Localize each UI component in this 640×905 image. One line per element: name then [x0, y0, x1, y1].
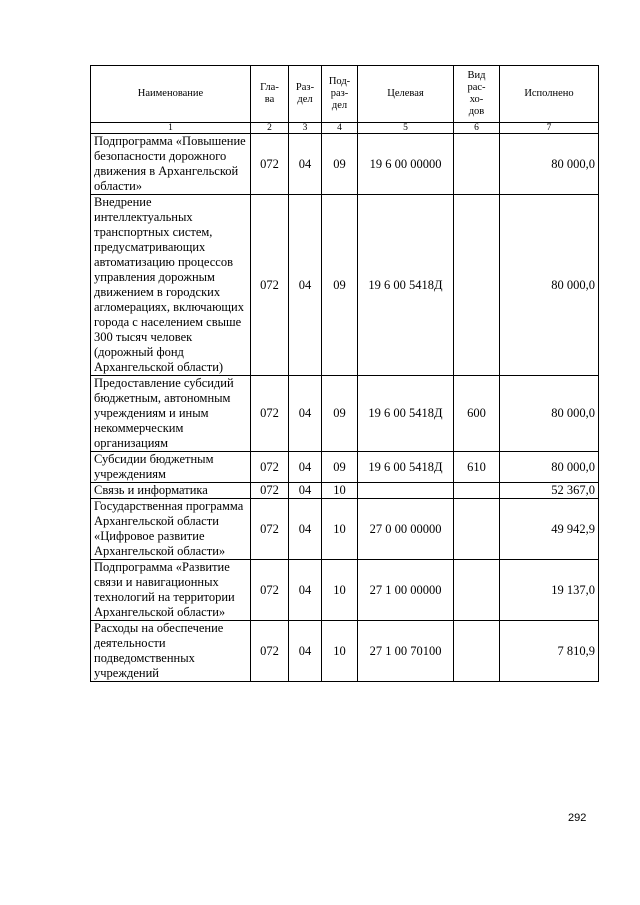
row-vid: 610: [454, 452, 500, 483]
header-razdel: Раз- дел: [289, 66, 322, 123]
row-razdel: 04: [289, 195, 322, 376]
row-podrazdel: 10: [322, 499, 358, 560]
column-number: 3: [289, 123, 322, 134]
row-celevaya: 19 6 00 00000: [358, 134, 454, 195]
row-glava: 072: [251, 483, 289, 499]
row-vid: [454, 134, 500, 195]
row-vid: [454, 483, 500, 499]
row-glava: 072: [251, 195, 289, 376]
row-vid: [454, 560, 500, 621]
row-glava: 072: [251, 560, 289, 621]
column-number: 5: [358, 123, 454, 134]
table-row: [91, 195, 599, 376]
table-row: [91, 560, 599, 621]
header-name: Наименование: [91, 66, 251, 123]
table-row: [91, 376, 599, 452]
row-ispolneno: 80 000,0: [500, 452, 599, 483]
header-vid: Вид рас- хо- дов: [454, 66, 500, 123]
row-celevaya: 19 6 00 5418Д: [358, 195, 454, 376]
row-name: Внедрение интеллектуальных транспортных систем, предусматривающих автоматизацию процессов управления дорожным движением в городских агломерациях, включающих города с населением свыше 300 тысяч человек (дорожный фонд Архангельской области): [91, 195, 251, 376]
row-glava: 072: [251, 134, 289, 195]
row-razdel: 04: [289, 560, 322, 621]
column-number: 1: [91, 123, 251, 134]
row-podrazdel: 09: [322, 376, 358, 452]
row-vid: [454, 621, 500, 682]
row-celevaya: 19 6 00 5418Д: [358, 376, 454, 452]
header-podrazdel: Под- раз- дел: [322, 66, 358, 123]
row-podrazdel: 09: [322, 134, 358, 195]
row-podrazdel: 10: [322, 560, 358, 621]
row-celevaya: 27 1 00 70100: [358, 621, 454, 682]
column-number-row: [91, 123, 599, 134]
column-number: 7: [500, 123, 599, 134]
row-ispolneno: 80 000,0: [500, 134, 599, 195]
row-podrazdel: 10: [322, 483, 358, 499]
row-ispolneno: 52 367,0: [500, 483, 599, 499]
row-podrazdel: 09: [322, 452, 358, 483]
budget-table: [90, 65, 599, 682]
table-row: [91, 621, 599, 682]
row-name: Предоставление субсидий бюджетным, автономным учреждениям и иным некоммерческим организациям: [91, 376, 251, 452]
row-celevaya: 27 0 00 00000: [358, 499, 454, 560]
row-glava: 072: [251, 621, 289, 682]
row-celevaya: 19 6 00 5418Д: [358, 452, 454, 483]
row-razdel: 04: [289, 452, 322, 483]
row-razdel: 04: [289, 483, 322, 499]
row-ispolneno: 80 000,0: [500, 376, 599, 452]
table-row: [91, 499, 599, 560]
row-glava: 072: [251, 376, 289, 452]
row-ispolneno: 80 000,0: [500, 195, 599, 376]
row-vid: [454, 195, 500, 376]
row-podrazdel: 10: [322, 621, 358, 682]
row-podrazdel: 09: [322, 195, 358, 376]
row-razdel: 04: [289, 376, 322, 452]
column-number: 6: [454, 123, 500, 134]
row-razdel: 04: [289, 499, 322, 560]
row-name: Подпрограмма «Повышение безопасности дорожного движения в Архангельской области»: [91, 134, 251, 195]
row-vid: [454, 499, 500, 560]
header-row: [91, 66, 599, 123]
page-number: 292: [568, 812, 587, 824]
row-name: Связь и информатика: [91, 483, 251, 499]
column-number: 4: [322, 123, 358, 134]
table-row: [91, 134, 599, 195]
row-celevaya: [358, 483, 454, 499]
row-razdel: 04: [289, 621, 322, 682]
row-vid: 600: [454, 376, 500, 452]
row-name: Подпрограмма «Развитие связи и навигационных технологий на территории Архангельской области»: [91, 560, 251, 621]
row-glava: 072: [251, 499, 289, 560]
row-ispolneno: 49 942,9: [500, 499, 599, 560]
row-name: Субсидии бюджетным учреждениям: [91, 452, 251, 483]
header-ispolneno: Исполнено: [500, 66, 599, 123]
row-celevaya: 27 1 00 00000: [358, 560, 454, 621]
table-row: [91, 452, 599, 483]
row-glava: 072: [251, 452, 289, 483]
row-name: Государственная программа Архангельской области «Цифровое развитие Архангельской области»: [91, 499, 251, 560]
row-name: Расходы на обеспечение деятельности подведомственных учреждений: [91, 621, 251, 682]
row-razdel: 04: [289, 134, 322, 195]
header-glava: Гла- ва: [251, 66, 289, 123]
row-ispolneno: 19 137,0: [500, 560, 599, 621]
header-celevaya: Целевая: [358, 66, 454, 123]
column-number: 2: [251, 123, 289, 134]
row-ispolneno: 7 810,9: [500, 621, 599, 682]
table-row: [91, 483, 599, 499]
